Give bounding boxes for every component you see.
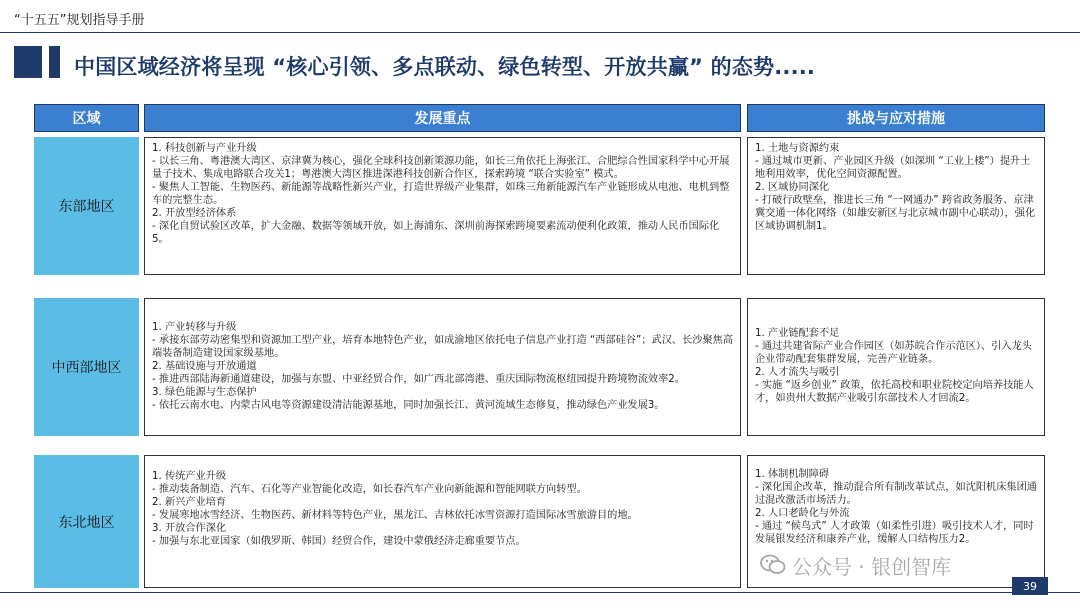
focus-cell-east — [144, 137, 741, 275]
text-line: 1. 体制机制障碍 — [755, 469, 830, 480]
focus-cell-central-west — [144, 298, 741, 436]
text-line: 2. 新兴产业培育 — [152, 497, 227, 508]
text-line: 1. 科技创新与产业升级 — [152, 143, 257, 154]
text-line: 1. 产业链配套不足 — [755, 328, 840, 339]
text-line: - 聚焦人工智能、生物医药、新能源等战略性新兴产业，打造世界级产业集群，如珠三角新能源汽车产业链形成从电池、电机到整车的完整生态。 — [152, 182, 730, 206]
text-line: 2. 区域协同深化 — [755, 182, 830, 193]
text-line: - 实施 “返乡创业” 政策，依托高校和职业院校定向培养技能人才，如贵州大数据产业吸引东部技术人才回流2。 — [755, 380, 1034, 404]
column-header-challenge: 挑战与应对措施 — [747, 104, 1045, 132]
text-line: 2. 人才流失与吸引 — [755, 367, 840, 378]
wechat-icon — [760, 554, 786, 576]
text-line: 3. 开放合作深化 — [152, 523, 227, 534]
text-line: - 通过城市更新、产业园区升级（如深圳 “工业上楼”）提升土地利用效率，优化空间资源配置。 — [755, 156, 1031, 180]
text-line: 2. 开放型经济体系 — [152, 208, 237, 219]
text-line: - 推进西部陆海新通道建设，加强与东盟、中亚经贸合作，如广西北部湾港、重庆国际物流枢纽园提升跨境物流效率2。 — [152, 374, 685, 385]
text-line: - 加强与东北亚国家（如俄罗斯、韩国）经贸合作，建设中蒙俄经济走廊重要节点。 — [152, 536, 526, 547]
column-header-region: 区域 — [34, 104, 139, 132]
title-marker-block — [14, 46, 42, 78]
text-line: 1. 土地与资源约束 — [755, 143, 840, 154]
challenge-cell-east — [747, 137, 1045, 275]
text-line: 1. 产业转移与升级 — [152, 322, 237, 333]
text-line: - 承接东部劳动密集型和资源加工型产业，培育本地特色产业，如成渝地区依托电子信息产业打造 “西部硅谷”；武汉、长沙聚焦高端装备制造建设国家级基地。 — [152, 335, 734, 359]
text-line: - 依托云南水电、内蒙古风电等资源建设清洁能源基地，同时加强长江、黄河流域生态修复，推动绿色产业发展3。 — [152, 400, 665, 411]
text-line: - 发展寒地冰雪经济、生物医药、新材料等特色产业，黑龙江、吉林依托冰雪资源打造国际冰雪旅游目的地。 — [152, 510, 638, 521]
wechat-watermark — [760, 552, 951, 578]
page-number: 39 — [1012, 577, 1048, 595]
text-line: - 通过共建省际产业合作园区（如苏皖合作示范区）、引入龙头企业带动配套集群发展，完善产业链条。 — [755, 341, 1032, 365]
document-title: “十五五”规划指导手册 — [14, 13, 145, 28]
focus-cell-northeast — [144, 455, 741, 588]
text-line: 3. 绿色能源与生态保护 — [152, 387, 257, 398]
watermark-text: 公众号 · 银创智库 — [792, 554, 952, 579]
slide-title: 中国区域经济将呈现 “核心引领、多点联动、绿色转型、开放共赢” 的态势..... — [74, 55, 816, 79]
text-line: 2. 基础设施与开放通道 — [152, 361, 257, 372]
text-line: - 深化国企改革，推动混合所有制改革试点，如沈阳机床集团通过混改激活市场活力。 — [755, 482, 1037, 506]
column-header-focus: 发展重点 — [144, 104, 741, 132]
text-line: - 以长三角、粤港澳大湾区、京津冀为核心，强化全球科技创新策源功能，如长三角依托上海张江、合肥综合性国家科学中心开展量子技术、集成电路联合攻关1；粤港澳大湾区推进深港科技创新合作区，探索跨境 “联合实验室” 模式。 — [152, 156, 730, 180]
region-cell-northeast: 东北地区 — [34, 455, 139, 588]
text-line: - 深化自贸试验区改革，扩大金融、数据等领域开放，如上海浦东、深圳前海探索跨境要素流动便利化政策，推动人民币国际化5。 — [152, 221, 720, 245]
title-marker-bar — [49, 46, 60, 78]
challenge-cell-central-west — [747, 298, 1045, 436]
footer-divider — [0, 592, 1080, 593]
text-line: - 推动装备制造、汽车、石化等产业智能化改造，如长春汽车产业向新能源和智能网联方向转型。 — [152, 484, 587, 495]
region-cell-east: 东部地区 — [34, 137, 139, 275]
region-cell-central-west: 中西部地区 — [34, 298, 139, 436]
text-line: - 通过 “候鸟式” 人才政策（如柔性引进）吸引技术人才，同时发展银发经济和康养产业，缓解人口结构压力2。 — [755, 521, 1034, 545]
text-line: 2. 人口老龄化与外流 — [755, 508, 850, 519]
text-line: 1. 传统产业升级 — [152, 471, 227, 482]
header-divider — [0, 32, 1080, 33]
text-line: - 打破行政壁垒，推进长三角 “一网通办” 跨省政务服务、京津冀交通一体化网络（如雄安新区与北京城市副中心联动），强化区域协调机制1。 — [755, 195, 1036, 232]
